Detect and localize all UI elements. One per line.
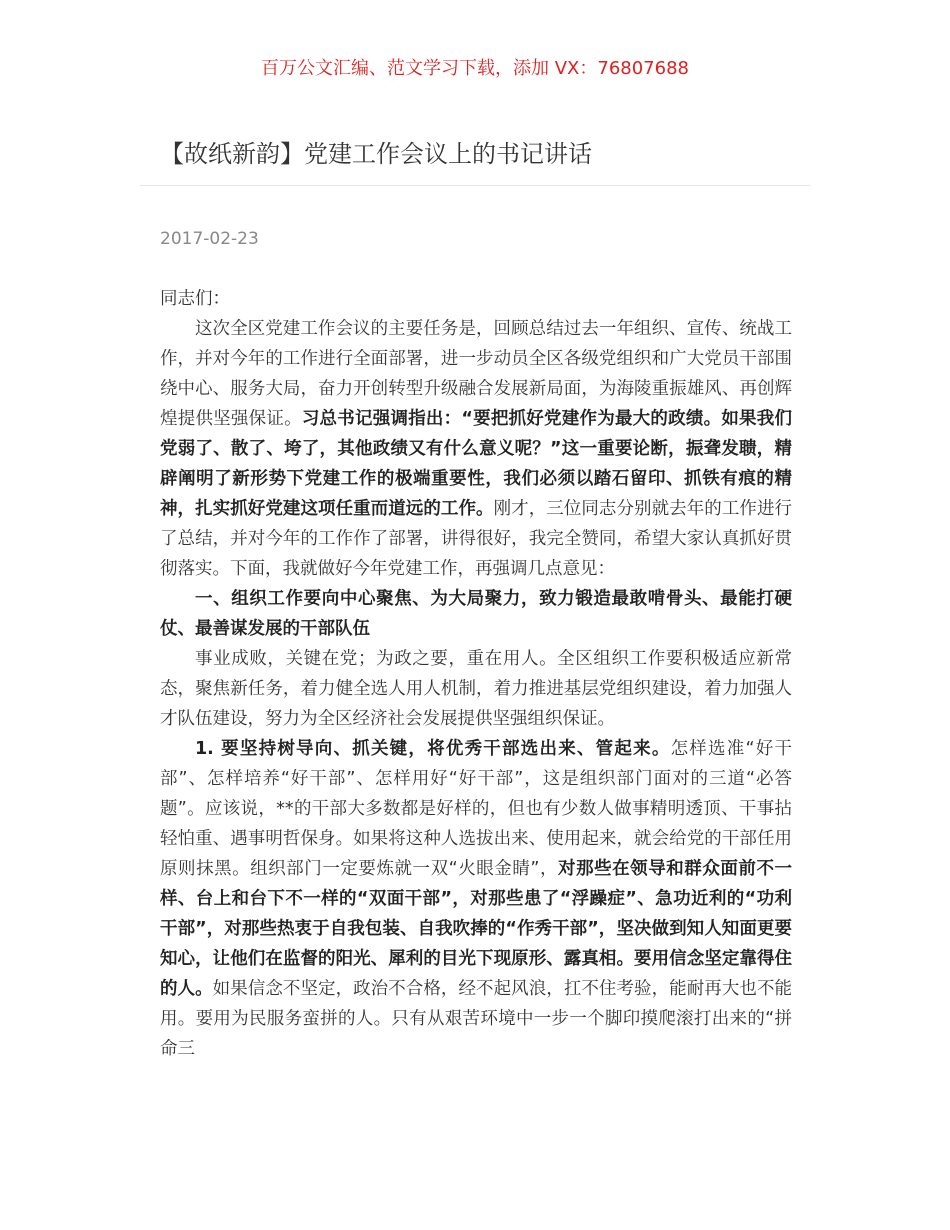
article-body bbox=[160, 284, 792, 1064]
title-divider bbox=[140, 185, 810, 186]
point-1-heading: 1. 要坚持树导向、抓关键，将优秀干部选出来、管起来。 bbox=[195, 739, 671, 759]
point-1-text: 怎样选准“好干部”、怎样培养“好干部”、怎样用好“好干部”，这是组织部门面对的三道“必答题”。应该说，**的干部大多数都是好样的，但也有少数人做事精明透顶、干事拈轻怕重、遇事明哲保身。如果将这种人选拔出来、使用起来，就会给党的干部任用原则抹黑。组织部门一定要炼就一双“火眼金睛”， bbox=[160, 739, 792, 879]
intro-text: 这次全区党建工作会议的主要任务是，回顾总结过去一年组织、宣传、统战工作，并对今年的工作进行全面部署，进一步动员全区各级党组织和广大党员干部围绕中心、服务大局，奋力开创转型升级融合发展新局面，为海陵重振雄风、再创辉煌提供坚强保证。 bbox=[160, 319, 792, 429]
intro-quote-bold: 习总书记强调指出：“要把抓好党建作为最大的政绩。如果我们党弱了、散了、垮了，其他政绩又有什么意义呢？”这一重要论断，振聋发聩，精辟阐明了新形势下党建工作的极端重要性，我们必须以踏石留印、抓铁有痕的精神，扎实抓好党建这项任重而道远的工作。 bbox=[160, 409, 792, 519]
paragraph-intro bbox=[160, 314, 792, 584]
section-heading-1: 一、组织工作要向中心聚焦、为大局聚力，致力锻造最敢啃骨头、最能打硬仗、最善谋发展的干部队伍 bbox=[160, 589, 792, 639]
intro-text-cont: 刚才，三位同志分别就去年的工作进行了总结，并对今年的工作作了部署，讲得很好，我完全赞同，希望大家认真抓好贯彻落实。下面，我就做好今年党建工作，再强调几点意见： bbox=[160, 499, 793, 579]
promo-banner: 百万公文汇编、范文学习下载，添加 VX：76807688 bbox=[261, 58, 689, 79]
point-1-text-cont: 如果信念不坚定，政治不合格，经不起风浪，扛不住考验，能耐再大也不能用。要用为民服务蛮拼的人。只有从艰苦环境中一步一个脚印摸爬滚打出来的“拼命三 bbox=[160, 979, 792, 1059]
article-title: 【故纸新韵】党建工作会议上的书记讲话 bbox=[160, 140, 592, 168]
paragraph-organization: 事业成败，关键在党；为政之要，重在用人。全区组织工作要积极适应新常态，聚焦新任务，着力健全选人用人机制，着力推进基层党组织建设，着力加强人才队伍建设，努力为全区经济社会发展提供坚强组织保证。 bbox=[160, 649, 792, 729]
paragraph-point-1 bbox=[160, 734, 792, 1064]
point-1-bold: 对那些在领导和群众面前不一样、台上和台下不一样的“双面干部”，对那些患了“浮躁症”、急功近利的“功利干部”，对那些热衷于自我包装、自我吹捧的“作秀干部”，坚决做到知人知面更要知心，让他们在监督的阳光、犀利的目光下现原形、露真相。要用信念坚定靠得住的人。 bbox=[160, 859, 792, 999]
greeting: 同志们： bbox=[160, 289, 230, 309]
article-date: 2017-02-23 bbox=[160, 229, 259, 249]
